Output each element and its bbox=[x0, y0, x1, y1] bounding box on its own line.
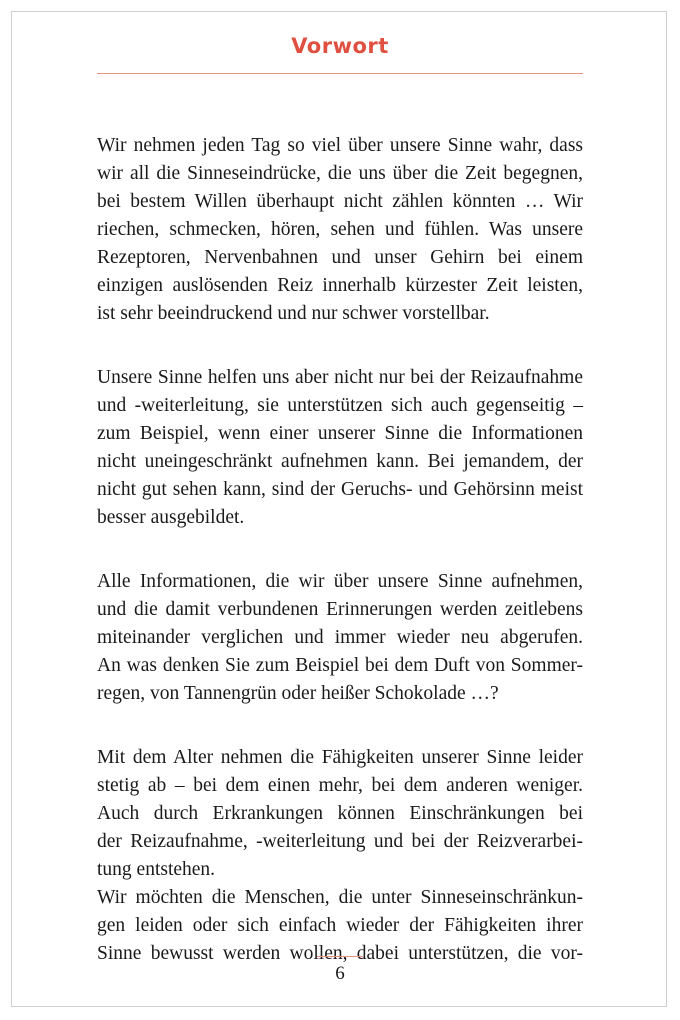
text-line: einzigen auslösenden Reiz innerhalb kürzester Zeit leisten, bbox=[97, 275, 583, 296]
text-line: bei bestem Willen überhaupt nicht zählen könnten … Wir bbox=[97, 191, 583, 212]
paragraph bbox=[97, 132, 583, 328]
text-line: Auch durch Erkrankungen können Einschränkungen bei bbox=[97, 803, 583, 824]
text-line: und die damit verbundenen Erinnerungen werden zeitlebens bbox=[97, 599, 583, 620]
paragraph bbox=[97, 568, 583, 708]
page-number: 6 bbox=[335, 963, 345, 984]
text-line: besser ausgebildet. bbox=[97, 507, 245, 528]
body-text bbox=[97, 132, 583, 968]
text-line: An was denken Sie zum Beispiel bei dem Duft von Sommer- bbox=[97, 655, 583, 676]
text-line: Sinne bewusst werden wollen, dabei unterstützen, die vor- bbox=[97, 943, 583, 964]
page-number-divider bbox=[317, 956, 363, 957]
paragraph bbox=[97, 364, 583, 532]
text-line: Wir nehmen jeden Tag so viel über unsere Sinne wahr, dass bbox=[97, 135, 583, 156]
page-title: Vorwort bbox=[291, 34, 389, 58]
text-line: und -weiterleitung, sie unterstützen sich auch gegenseitig – bbox=[97, 395, 583, 416]
text-line: Unsere Sinne helfen uns aber nicht nur bei der Reizaufnahme bbox=[97, 367, 583, 388]
text-line: der Reizaufnahme, -weiterleitung und bei der Reizverarbei- bbox=[97, 831, 583, 852]
text-line: tung entstehen. bbox=[97, 859, 216, 880]
text-line: nicht gut sehen kann, sind der Geruchs- und Gehörsinn meist bbox=[97, 479, 583, 500]
text-line: Alle Informationen, die wir über unsere Sinne aufnehmen, bbox=[97, 571, 583, 592]
title-divider bbox=[97, 73, 583, 74]
text-line: stetig ab – bei dem einen mehr, bei dem anderen weniger. bbox=[97, 775, 583, 796]
text-line: Rezeptoren, Nervenbahnen und unser Gehirn bei einem bbox=[97, 247, 583, 268]
text-line: nicht uneingeschränkt aufnehmen kann. Bei jemandem, der bbox=[97, 451, 583, 472]
text-line: regen, von Tannengrün oder heißer Schokolade …? bbox=[97, 683, 499, 704]
paragraph bbox=[97, 744, 583, 884]
text-line: wir all die Sinneseindrücke, die uns über die Zeit begegnen, bbox=[97, 163, 583, 184]
text-line: Mit dem Alter nehmen die Fähigkeiten unserer Sinne leider bbox=[97, 747, 583, 768]
text-line: Wir möchten die Menschen, die unter Sinneseinschränkun- bbox=[97, 887, 583, 908]
text-line: gen leiden oder sich einfach wieder der Fähigkeiten ihrer bbox=[97, 915, 583, 936]
text-line: riechen, schmecken, hören, sehen und fühlen. Was unsere bbox=[97, 219, 583, 240]
text-line: ist sehr beeindruckend und nur schwer vorstellbar. bbox=[97, 303, 490, 324]
text-line: zum Beispiel, wenn einer unserer Sinne die Informationen bbox=[97, 423, 583, 444]
text-line: miteinander verglichen und immer wieder neu abgerufen. bbox=[97, 627, 583, 648]
